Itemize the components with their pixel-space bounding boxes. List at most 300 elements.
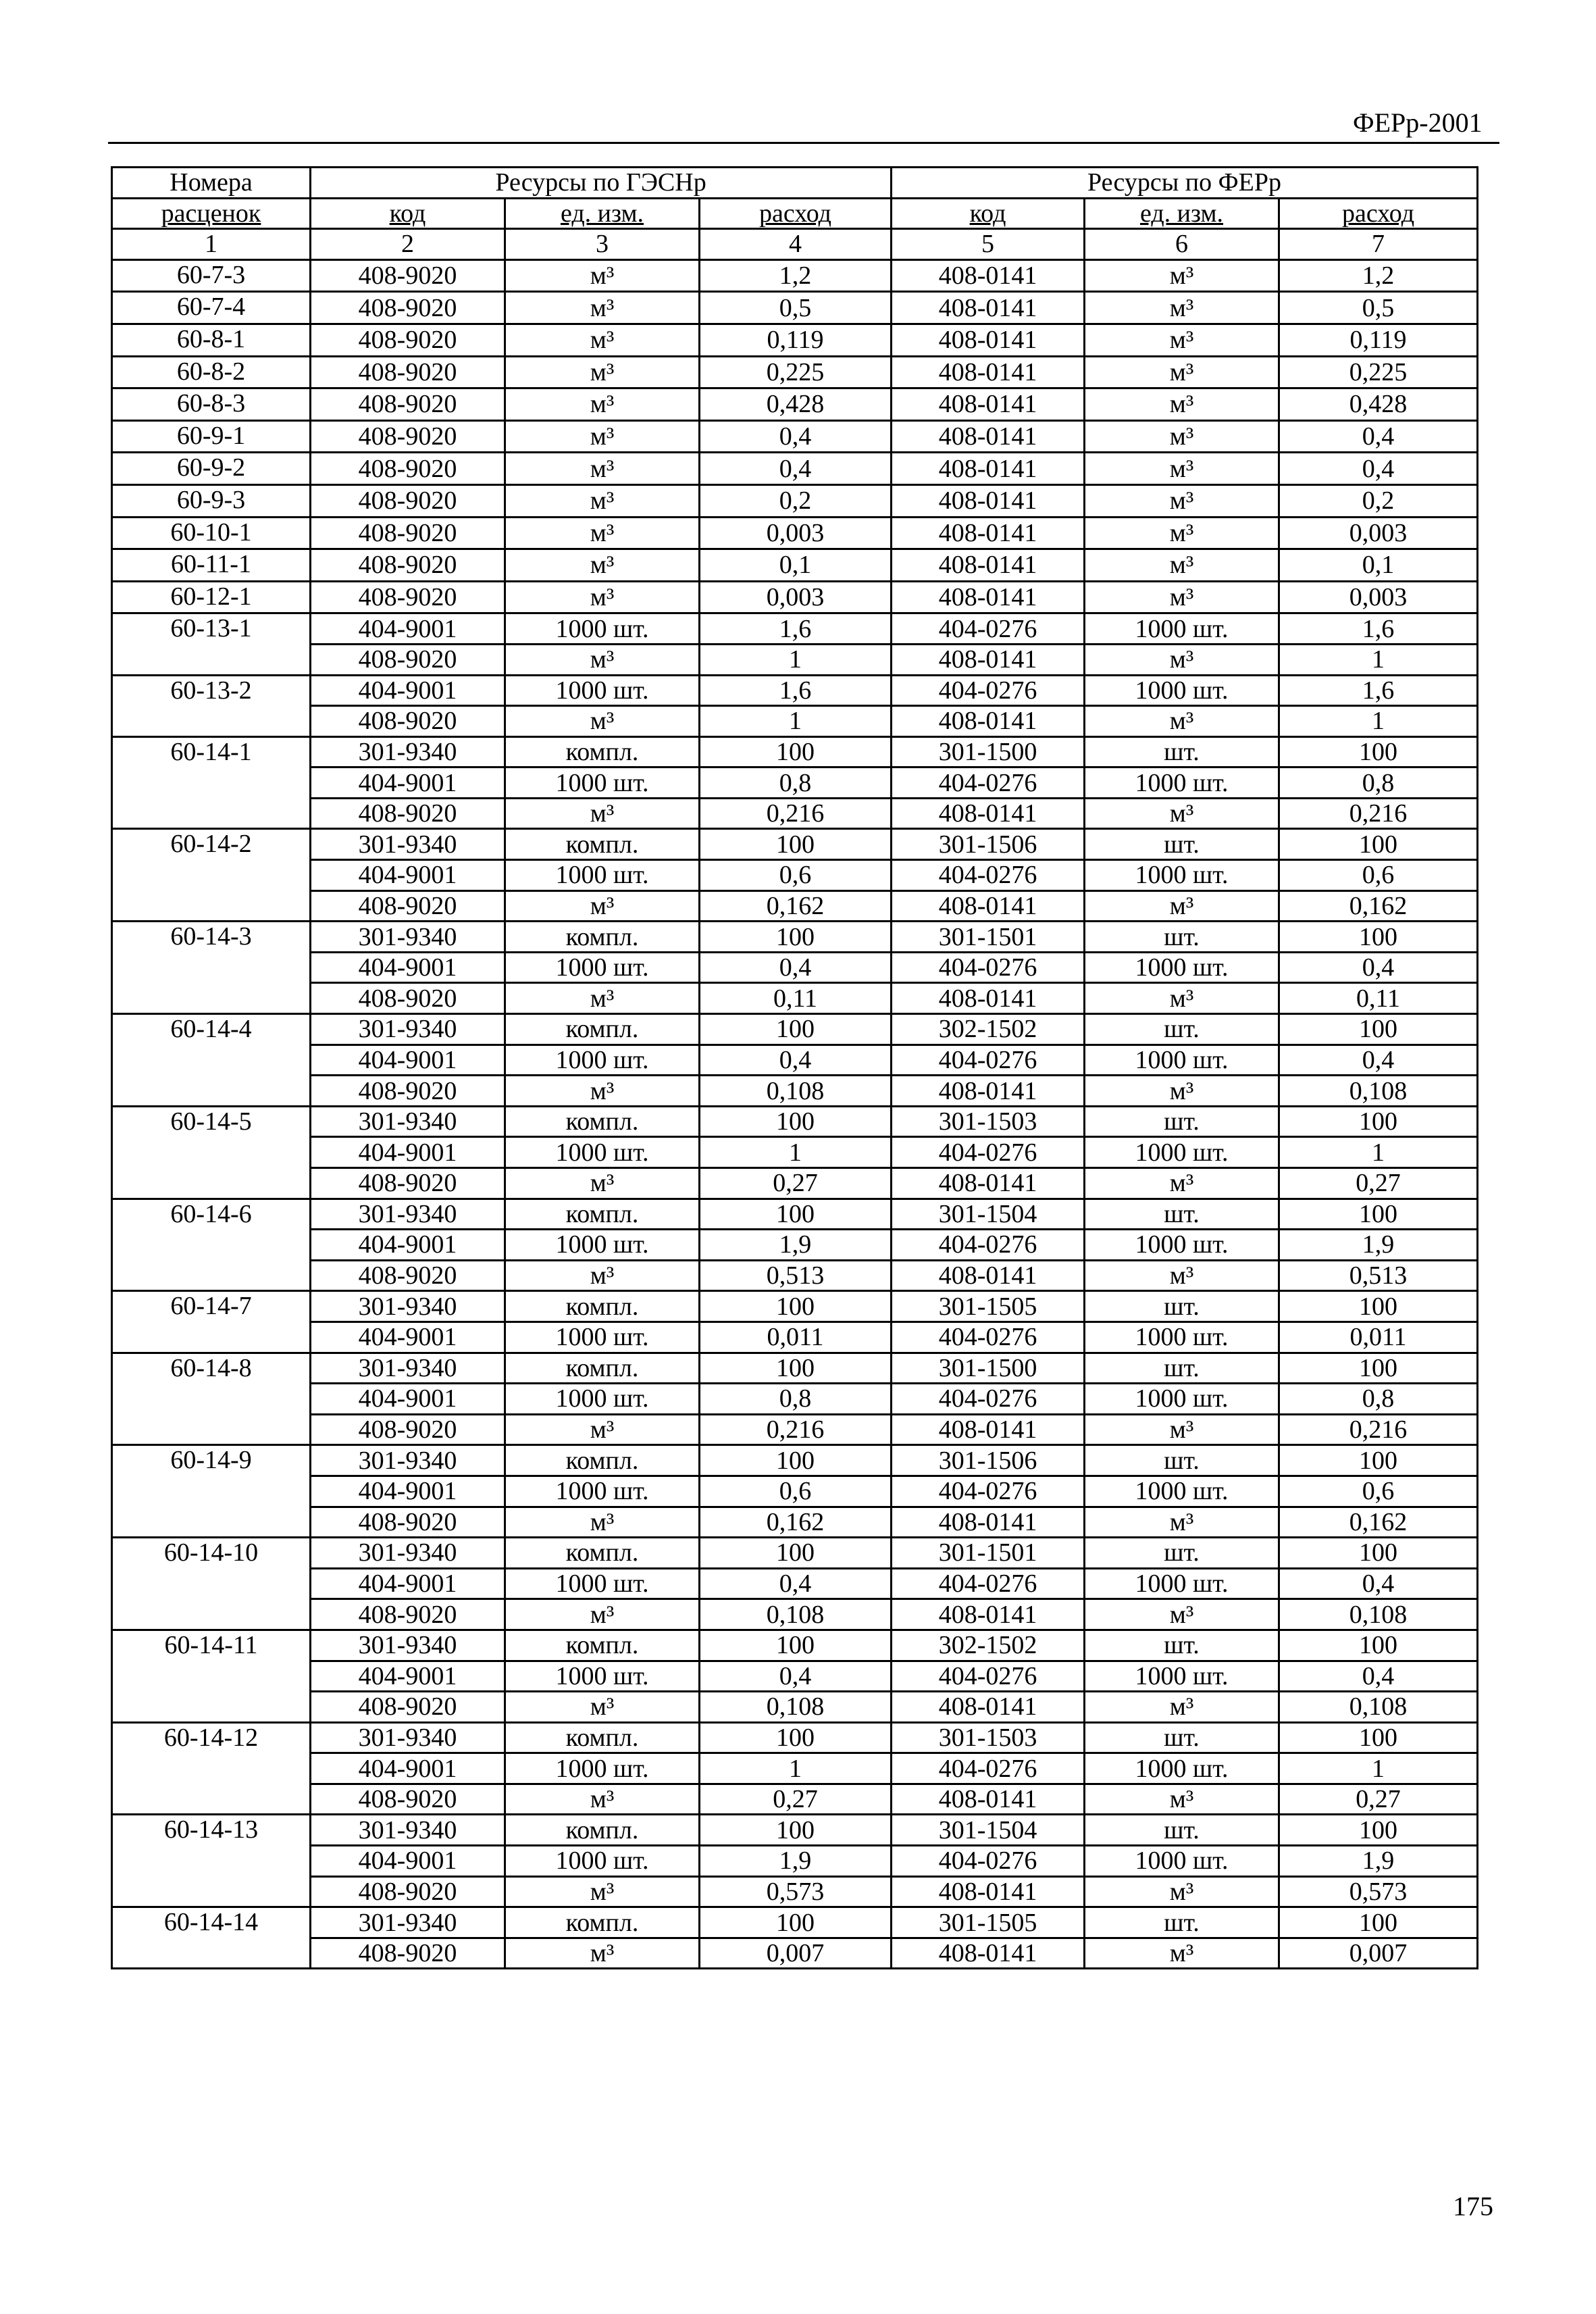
table-body <box>112 259 1478 1969</box>
table-row <box>112 1599 1478 1630</box>
rate-number-cell: 60-14-5 <box>112 1106 311 1199</box>
gesn-code-cell: 408-9020 <box>311 324 505 356</box>
fer-unit-cell: м³ <box>1085 644 1279 675</box>
fer-unit-cell: шт. <box>1085 1291 1279 1322</box>
gesn-code-cell: 408-9020 <box>311 453 505 485</box>
rate-number-cell: 60-13-1 <box>112 613 311 675</box>
rate-number-cell: 60-14-9 <box>112 1445 311 1538</box>
fer-consumption-cell: 100 <box>1279 1291 1478 1322</box>
fer-consumption-cell: 0,119 <box>1279 324 1478 356</box>
table-row <box>112 1322 1478 1353</box>
table-row <box>112 706 1478 737</box>
gesn-consumption-cell: 0,108 <box>700 1599 892 1630</box>
gesn-code-cell: 408-9020 <box>311 1260 505 1291</box>
fer-code-cell: 404-0276 <box>892 1846 1085 1877</box>
fer-unit-cell: м³ <box>1085 581 1279 613</box>
fer-code-cell: 408-0141 <box>892 644 1085 675</box>
table-row <box>112 860 1478 891</box>
fer-consumption-cell: 0,4 <box>1279 1661 1478 1692</box>
table-row <box>112 453 1478 485</box>
gesn-consumption-cell: 0,4 <box>700 952 892 983</box>
fer-consumption-cell: 0,27 <box>1279 1784 1478 1815</box>
gesn-code-cell: 404-9001 <box>311 860 505 891</box>
gesn-unit-cell: компл. <box>505 1353 700 1384</box>
table-row <box>112 1815 1478 1846</box>
rate-number-cell: 60-14-14 <box>112 1907 311 1969</box>
fer-consumption-cell: 0,216 <box>1279 1414 1478 1445</box>
fer-code-cell: 301-1504 <box>892 1815 1085 1846</box>
fer-unit-cell: шт. <box>1085 1353 1279 1384</box>
fer-consumption-cell: 0,216 <box>1279 798 1478 829</box>
rate-number-cell: 60-14-4 <box>112 1014 311 1107</box>
table-row <box>112 1199 1478 1230</box>
gesn-code-cell: 301-9340 <box>311 1815 505 1846</box>
table-row <box>112 1137 1478 1168</box>
fer-consumption-cell: 100 <box>1279 1538 1478 1569</box>
fer-code-cell: 408-0141 <box>892 388 1085 421</box>
gesn-unit-cell: м³ <box>505 706 700 737</box>
fer-code-cell: 301-1500 <box>892 736 1085 768</box>
gesn-consumption-cell: 1 <box>700 1137 892 1168</box>
fer-consumption-cell: 0,162 <box>1279 890 1478 922</box>
header-col-num: 1 <box>112 229 311 260</box>
gesn-code-cell: 408-9020 <box>311 1692 505 1723</box>
gesn-code-cell: 408-9020 <box>311 1876 505 1907</box>
fer-unit-cell: м³ <box>1085 1938 1279 1969</box>
fer-code-cell: 302-1502 <box>892 1630 1085 1661</box>
gesn-code-cell: 408-9020 <box>311 484 505 517</box>
fer-consumption-cell: 0,225 <box>1279 356 1478 388</box>
rate-number-cell: 60-10-1 <box>112 517 311 549</box>
page-number: 175 <box>1453 2191 1493 2221</box>
gesn-code-cell: 408-9020 <box>311 517 505 549</box>
fer-consumption-cell: 100 <box>1279 1630 1478 1661</box>
fer-code-cell: 301-1503 <box>892 1106 1085 1137</box>
fer-unit-cell: м³ <box>1085 292 1279 324</box>
fer-code-cell: 404-0276 <box>892 1476 1085 1507</box>
fer-code-cell: 408-0141 <box>892 890 1085 922</box>
gesn-unit-cell: м³ <box>505 259 700 292</box>
gesn-consumption-cell: 100 <box>700 1353 892 1384</box>
fer-code-cell: 408-0141 <box>892 549 1085 582</box>
gesn-consumption-cell: 0,119 <box>700 324 892 356</box>
fer-unit-cell: шт. <box>1085 1722 1279 1753</box>
fer-code-cell: 404-0276 <box>892 1384 1085 1415</box>
gesn-unit-cell: 1000 шт. <box>505 952 700 983</box>
fer-unit-cell: шт. <box>1085 1106 1279 1137</box>
gesn-code-cell: 408-9020 <box>311 356 505 388</box>
gesn-consumption-cell: 0,11 <box>700 983 892 1014</box>
gesn-consumption-cell: 100 <box>700 1722 892 1753</box>
gesn-code-cell: 408-9020 <box>311 706 505 737</box>
fer-unit-cell: м³ <box>1085 983 1279 1014</box>
gesn-consumption-cell: 0,8 <box>700 1384 892 1415</box>
table-row <box>112 420 1478 453</box>
gesn-unit-cell: компл. <box>505 1630 700 1661</box>
gesn-unit-cell: компл. <box>505 1199 700 1230</box>
header-col-unit-fer: ед. изм. <box>1085 198 1279 229</box>
gesn-consumption-cell: 0,428 <box>700 388 892 421</box>
fer-unit-cell: м³ <box>1085 890 1279 922</box>
gesn-consumption-cell: 0,4 <box>700 1568 892 1599</box>
table-row <box>112 1260 1478 1291</box>
fer-unit-cell: м³ <box>1085 1876 1279 1907</box>
gesn-consumption-cell: 100 <box>700 1538 892 1569</box>
fer-consumption-cell: 100 <box>1279 829 1478 860</box>
gesn-code-cell: 408-9020 <box>311 1076 505 1107</box>
gesn-unit-cell: 1000 шт. <box>505 1045 700 1076</box>
fer-consumption-cell: 100 <box>1279 1353 1478 1384</box>
rate-number-cell: 60-14-11 <box>112 1630 311 1722</box>
table-row <box>112 1507 1478 1538</box>
table-row <box>112 292 1478 324</box>
gesn-unit-cell: м³ <box>505 1260 700 1291</box>
header-col-num: 3 <box>505 229 700 260</box>
table-row <box>112 517 1478 549</box>
header-col-code-fer: код <box>892 198 1085 229</box>
fer-code-cell: 408-0141 <box>892 259 1085 292</box>
fer-consumption-cell: 0,5 <box>1279 292 1478 324</box>
fer-consumption-cell: 0,4 <box>1279 1568 1478 1599</box>
fer-unit-cell: шт. <box>1085 1538 1279 1569</box>
gesn-consumption-cell: 1,9 <box>700 1846 892 1877</box>
gesn-consumption-cell: 100 <box>700 922 892 953</box>
table-row <box>112 388 1478 421</box>
fer-unit-cell: 1000 шт. <box>1085 675 1279 706</box>
gesn-consumption-cell: 0,108 <box>700 1076 892 1107</box>
gesn-code-cell: 408-9020 <box>311 798 505 829</box>
table-row <box>112 1630 1478 1661</box>
table-row <box>112 1692 1478 1723</box>
table-row <box>112 356 1478 388</box>
gesn-code-cell: 408-9020 <box>311 1507 505 1538</box>
table-row <box>112 952 1478 983</box>
fer-unit-cell: шт. <box>1085 1199 1279 1230</box>
fer-code-cell: 408-0141 <box>892 517 1085 549</box>
table-row <box>112 581 1478 613</box>
fer-code-cell: 408-0141 <box>892 581 1085 613</box>
header-col-unit-gesn: ед. изм. <box>505 198 700 229</box>
fer-unit-cell: шт. <box>1085 829 1279 860</box>
table-row <box>112 259 1478 292</box>
fer-code-cell: 408-0141 <box>892 1938 1085 1969</box>
gesn-code-cell: 301-9340 <box>311 1630 505 1661</box>
header-group-gesn: Ресурсы по ГЭСНр <box>311 168 892 199</box>
gesn-unit-cell: компл. <box>505 1815 700 1846</box>
gesn-consumption-cell: 0,225 <box>700 356 892 388</box>
gesn-consumption-cell: 100 <box>700 1445 892 1476</box>
fer-consumption-cell: 0,4 <box>1279 952 1478 983</box>
table-row <box>112 1722 1478 1753</box>
table-row <box>112 1907 1478 1938</box>
header-rates-no-2: расценок <box>112 198 311 229</box>
table-row <box>112 1476 1478 1507</box>
gesn-consumption-cell: 100 <box>700 736 892 768</box>
fer-code-cell: 408-0141 <box>892 706 1085 737</box>
gesn-unit-cell: м³ <box>505 1876 700 1907</box>
gesn-consumption-cell: 100 <box>700 1815 892 1846</box>
gesn-unit-cell: м³ <box>505 549 700 582</box>
rate-number-cell: 60-8-1 <box>112 324 311 356</box>
gesn-consumption-cell: 0,4 <box>700 1661 892 1692</box>
gesn-consumption-cell: 100 <box>700 829 892 860</box>
gesn-consumption-cell: 100 <box>700 1199 892 1230</box>
fer-consumption-cell: 1 <box>1279 1753 1478 1784</box>
table-row <box>112 768 1478 799</box>
gesn-unit-cell: 1000 шт. <box>505 860 700 891</box>
gesn-code-cell: 408-9020 <box>311 292 505 324</box>
table-row <box>112 1753 1478 1784</box>
gesn-code-cell: 301-9340 <box>311 1291 505 1322</box>
fer-code-cell: 404-0276 <box>892 1137 1085 1168</box>
gesn-unit-cell: 1000 шт. <box>505 1568 700 1599</box>
gesn-unit-cell: компл. <box>505 1291 700 1322</box>
fer-consumption-cell: 0,6 <box>1279 860 1478 891</box>
gesn-code-cell: 404-9001 <box>311 1384 505 1415</box>
fer-unit-cell: м³ <box>1085 1692 1279 1723</box>
rate-number-cell: 60-14-1 <box>112 736 311 829</box>
gesn-unit-cell: 1000 шт. <box>505 1661 700 1692</box>
gesn-code-cell: 408-9020 <box>311 1599 505 1630</box>
fer-unit-cell: м³ <box>1085 706 1279 737</box>
gesn-consumption-cell: 100 <box>700 1014 892 1045</box>
gesn-code-cell: 408-9020 <box>311 644 505 675</box>
gesn-unit-cell: компл. <box>505 1445 700 1476</box>
fer-consumption-cell: 1 <box>1279 1137 1478 1168</box>
fer-code-cell: 301-1501 <box>892 922 1085 953</box>
fer-unit-cell: м³ <box>1085 356 1279 388</box>
fer-code-cell: 408-0141 <box>892 1599 1085 1630</box>
gesn-code-cell: 301-9340 <box>311 1722 505 1753</box>
fer-consumption-cell: 0,108 <box>1279 1599 1478 1630</box>
gesn-consumption-cell: 0,108 <box>700 1692 892 1723</box>
gesn-consumption-cell: 1 <box>700 706 892 737</box>
fer-code-cell: 404-0276 <box>892 613 1085 645</box>
gesn-unit-cell: м³ <box>505 1168 700 1199</box>
table-row <box>112 890 1478 922</box>
gesn-unit-cell: м³ <box>505 517 700 549</box>
gesn-code-cell: 301-9340 <box>311 1014 505 1045</box>
fer-unit-cell: м³ <box>1085 1599 1279 1630</box>
gesn-code-cell: 408-9020 <box>311 259 505 292</box>
gesn-code-cell: 408-9020 <box>311 420 505 453</box>
fer-code-cell: 302-1502 <box>892 1014 1085 1045</box>
fer-consumption-cell: 100 <box>1279 1445 1478 1476</box>
gesn-unit-cell: 1000 шт. <box>505 768 700 799</box>
gesn-consumption-cell: 0,1 <box>700 549 892 582</box>
gesn-consumption-cell: 100 <box>700 1907 892 1938</box>
fer-consumption-cell: 0,162 <box>1279 1507 1478 1538</box>
gesn-code-cell: 408-9020 <box>311 1938 505 1969</box>
fer-code-cell: 301-1506 <box>892 829 1085 860</box>
gesn-consumption-cell: 1,6 <box>700 613 892 645</box>
gesn-unit-cell: м³ <box>505 644 700 675</box>
gesn-unit-cell: м³ <box>505 1076 700 1107</box>
header-col-consumption-gesn: расход <box>700 198 892 229</box>
fer-code-cell: 408-0141 <box>892 1692 1085 1723</box>
fer-consumption-cell: 0,8 <box>1279 768 1478 799</box>
gesn-consumption-cell: 0,216 <box>700 798 892 829</box>
fer-unit-cell: 1000 шт. <box>1085 1568 1279 1599</box>
gesn-code-cell: 301-9340 <box>311 736 505 768</box>
table-row <box>112 1076 1478 1107</box>
fer-unit-cell: м³ <box>1085 484 1279 517</box>
gesn-code-cell: 404-9001 <box>311 1045 505 1076</box>
gesn-code-cell: 404-9001 <box>311 1322 505 1353</box>
header-col-num: 6 <box>1085 229 1279 260</box>
rate-number-cell: 60-8-3 <box>112 388 311 421</box>
gesn-consumption-cell: 1 <box>700 1753 892 1784</box>
rate-number-cell: 60-14-10 <box>112 1538 311 1630</box>
fer-code-cell: 408-0141 <box>892 420 1085 453</box>
gesn-consumption-cell: 0,8 <box>700 768 892 799</box>
table-row <box>112 1938 1478 1969</box>
fer-code-cell: 404-0276 <box>892 1753 1085 1784</box>
gesn-unit-cell: 1000 шт. <box>505 1322 700 1353</box>
fer-unit-cell: м³ <box>1085 1784 1279 1815</box>
fer-code-cell: 301-1506 <box>892 1445 1085 1476</box>
header-rates-no-1: Номера <box>112 168 311 199</box>
gesn-unit-cell: м³ <box>505 324 700 356</box>
fer-consumption-cell: 100 <box>1279 922 1478 953</box>
table-row <box>112 1291 1478 1322</box>
gesn-code-cell: 408-9020 <box>311 1784 505 1815</box>
table-row <box>112 736 1478 768</box>
gesn-unit-cell: м³ <box>505 1784 700 1815</box>
gesn-unit-cell: м³ <box>505 1599 700 1630</box>
fer-consumption-cell: 0,573 <box>1279 1876 1478 1907</box>
table-row <box>112 1014 1478 1045</box>
gesn-consumption-cell: 0,6 <box>700 1476 892 1507</box>
gesn-unit-cell: м³ <box>505 1692 700 1723</box>
gesn-code-cell: 404-9001 <box>311 1753 505 1784</box>
table-row <box>112 798 1478 829</box>
fer-consumption-cell: 0,428 <box>1279 388 1478 421</box>
fer-unit-cell: м³ <box>1085 549 1279 582</box>
fer-unit-cell: 1000 шт. <box>1085 860 1279 891</box>
gesn-unit-cell: м³ <box>505 798 700 829</box>
document-header: ФЕРр-2001 <box>1353 107 1483 138</box>
fer-code-cell: 408-0141 <box>892 1076 1085 1107</box>
table-row <box>112 549 1478 582</box>
fer-consumption-cell: 0,003 <box>1279 581 1478 613</box>
fer-code-cell: 408-0141 <box>892 356 1085 388</box>
fer-unit-cell: м³ <box>1085 388 1279 421</box>
fer-unit-cell: м³ <box>1085 324 1279 356</box>
header-col-num: 7 <box>1279 229 1478 260</box>
header-col-code-gesn: код <box>311 198 505 229</box>
gesn-unit-cell: 1000 шт. <box>505 1384 700 1415</box>
gesn-consumption-cell: 0,5 <box>700 292 892 324</box>
table-row <box>112 1045 1478 1076</box>
gesn-code-cell: 301-9340 <box>311 1907 505 1938</box>
table-row <box>112 1384 1478 1415</box>
gesn-consumption-cell: 0,513 <box>700 1260 892 1291</box>
gesn-code-cell: 404-9001 <box>311 1661 505 1692</box>
fer-consumption-cell: 0,27 <box>1279 1168 1478 1199</box>
fer-consumption-cell: 100 <box>1279 1199 1478 1230</box>
gesn-consumption-cell: 0,007 <box>700 1938 892 1969</box>
rate-number-cell: 60-7-3 <box>112 259 311 292</box>
fer-consumption-cell: 100 <box>1279 1722 1478 1753</box>
rate-number-cell: 60-14-12 <box>112 1722 311 1815</box>
gesn-unit-cell: компл. <box>505 1907 700 1938</box>
gesn-unit-cell: 1000 шт. <box>505 675 700 706</box>
gesn-consumption-cell: 0,27 <box>700 1784 892 1815</box>
fer-unit-cell: м³ <box>1085 1076 1279 1107</box>
fer-code-cell: 408-0141 <box>892 453 1085 485</box>
table-row <box>112 1445 1478 1476</box>
header-col-num: 2 <box>311 229 505 260</box>
fer-unit-cell: м³ <box>1085 1260 1279 1291</box>
fer-consumption-cell: 1,9 <box>1279 1846 1478 1877</box>
fer-code-cell: 404-0276 <box>892 1568 1085 1599</box>
fer-code-cell: 408-0141 <box>892 292 1085 324</box>
rate-number-cell: 60-13-2 <box>112 675 311 736</box>
fer-unit-cell: 1000 шт. <box>1085 1137 1279 1168</box>
table-row <box>112 1414 1478 1445</box>
table-row <box>112 1106 1478 1137</box>
fer-code-cell: 301-1503 <box>892 1722 1085 1753</box>
fer-code-cell: 408-0141 <box>892 798 1085 829</box>
gesn-unit-cell: компл. <box>505 1106 700 1137</box>
fer-code-cell: 408-0141 <box>892 1876 1085 1907</box>
rate-number-cell: 60-12-1 <box>112 581 311 613</box>
fer-code-cell: 404-0276 <box>892 1230 1085 1261</box>
gesn-unit-cell: 1000 шт. <box>505 613 700 645</box>
gesn-consumption-cell: 0,2 <box>700 484 892 517</box>
fer-consumption-cell: 1,9 <box>1279 1230 1478 1261</box>
gesn-code-cell: 301-9340 <box>311 1106 505 1137</box>
gesn-code-cell: 404-9001 <box>311 1476 505 1507</box>
fer-unit-cell: м³ <box>1085 1507 1279 1538</box>
fer-consumption-cell: 0,108 <box>1279 1692 1478 1723</box>
gesn-consumption-cell: 100 <box>700 1291 892 1322</box>
table-row <box>112 644 1478 675</box>
gesn-consumption-cell: 0,4 <box>700 453 892 485</box>
fer-consumption-cell: 100 <box>1279 1815 1478 1846</box>
gesn-unit-cell: м³ <box>505 453 700 485</box>
fer-consumption-cell: 100 <box>1279 1014 1478 1045</box>
fer-consumption-cell: 0,1 <box>1279 549 1478 582</box>
gesn-consumption-cell: 0,573 <box>700 1876 892 1907</box>
fer-consumption-cell: 100 <box>1279 736 1478 768</box>
fer-consumption-cell: 0,6 <box>1279 1476 1478 1507</box>
header-col-consumption-fer: расход <box>1279 198 1478 229</box>
gesn-unit-cell: м³ <box>505 890 700 922</box>
rate-number-cell: 60-14-8 <box>112 1353 311 1445</box>
rate-number-cell: 60-7-4 <box>112 292 311 324</box>
fer-unit-cell: шт. <box>1085 1815 1279 1846</box>
fer-consumption-cell: 0,2 <box>1279 484 1478 517</box>
gesn-unit-cell: компл. <box>505 1538 700 1569</box>
gesn-consumption-cell: 100 <box>700 1106 892 1137</box>
fer-consumption-cell: 0,108 <box>1279 1076 1478 1107</box>
fer-unit-cell: 1000 шт. <box>1085 768 1279 799</box>
gesn-unit-cell: м³ <box>505 983 700 1014</box>
fer-code-cell: 408-0141 <box>892 1784 1085 1815</box>
table-row <box>112 1538 1478 1569</box>
table-row <box>112 1353 1478 1384</box>
fer-consumption-cell: 1,6 <box>1279 613 1478 645</box>
gesn-consumption-cell: 1,9 <box>700 1230 892 1261</box>
fer-unit-cell: м³ <box>1085 1168 1279 1199</box>
gesn-code-cell: 404-9001 <box>311 1230 505 1261</box>
gesn-unit-cell: 1000 шт. <box>505 1137 700 1168</box>
fer-code-cell: 408-0141 <box>892 1260 1085 1291</box>
fer-code-cell: 404-0276 <box>892 952 1085 983</box>
gesn-unit-cell: 1000 шт. <box>505 1230 700 1261</box>
